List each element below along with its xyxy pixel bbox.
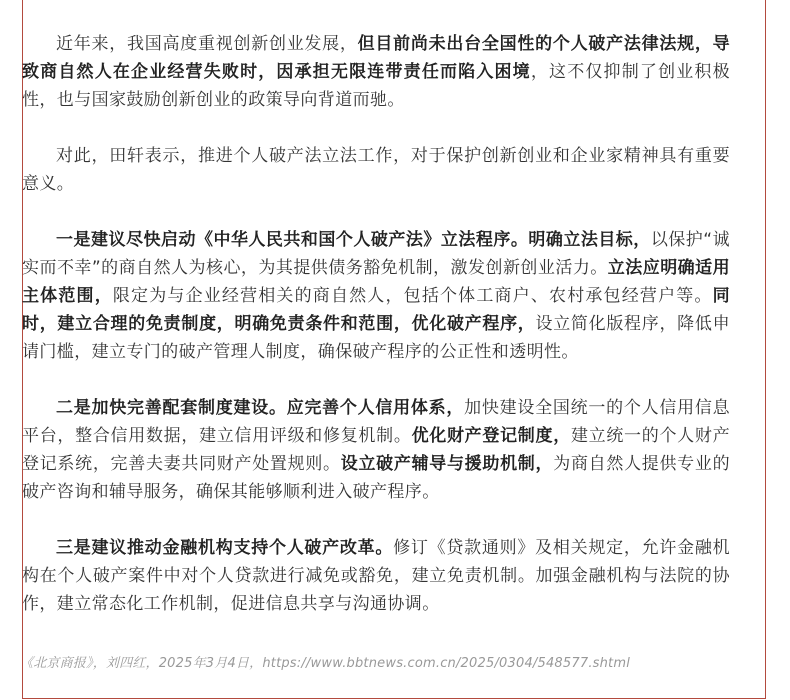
p3-bold-1: 一是建议尽快启动《中华人民共和国个人破产法》立法程序。明确立法目标， — [56, 230, 651, 250]
p4-text-3: 为商自然人提供专业的破产咨询和辅导服务，确保其能够顺利进入破产程序。 — [22, 454, 730, 502]
p4-text-1: 加快建设全国统一的个人信用信息平台，整合信用数据，建立信用评级和修复机制。 — [22, 398, 730, 446]
p3-bold-2: 立法应明确适用主体范围， — [22, 258, 730, 306]
paragraph-1 — [22, 30, 730, 114]
paragraph-4 — [22, 394, 730, 506]
source-citation: 《北京商报》，刘四红，2025年3月4日，https://www.bbtnews.com.cn/2025/0304/548577.shtml — [20, 656, 631, 671]
p1-bold: 但目前尚未出台全国性的个人破产法律法规，导致商自然人在企业经营失败时，因承担无限连带责任而陷入困境 — [22, 34, 730, 82]
p3-text-3: 设立简化版程序，降低申请门槛，建立专门的破产管理人制度，确保破产程序的公正性和透明性。 — [22, 314, 730, 362]
paragraph-3 — [22, 226, 730, 366]
paragraph-5 — [22, 534, 730, 618]
p4-bold-2: 优化财产登记制度， — [411, 426, 571, 446]
p2-text: 对此，田轩表示，推进个人破产法立法工作，对于保护创新创业和企业家精神具有重要意义。 — [22, 146, 730, 194]
p4-bold-1: 二是加快完善配套制度建设。应完善个人信用体系， — [56, 398, 465, 418]
p5-bold-1: 三是建议推动金融机构支持个人破产改革。 — [56, 538, 394, 558]
p1-text: 近年来，我国高度重视创新创业发展， — [56, 34, 358, 54]
p1-text-2: ，这不仅抑制了创业积极性，也与国家鼓励创新创业的政策导向背道而驰。 — [22, 62, 730, 110]
p4-bold-3: 设立破产辅导与援助机制， — [340, 454, 554, 474]
p5-text-1: 修订《贷款通则》及相关规定，允许金融机构在个人破产案件中对个人贷款进行减免或豁免，建立免责机制。加强金融机构与法院的协作，建立常态化工作机制，促进信息共享与沟通协调。 — [22, 538, 730, 614]
paragraph-2 — [22, 142, 730, 198]
p3-bold-3: 同时，建立合理的免责制度，明确免责条件和范围，优化破产程序， — [22, 286, 731, 334]
p3-text-1: 以保护“诚实而不幸”的商自然人为核心，为其提供债务豁免机制，激发创新创业活力。 — [22, 230, 730, 278]
p3-text-2: 限定为与企业经营相关的商自然人，包括个体工商户、农村承包经营户等。 — [112, 286, 713, 306]
article-body — [22, 30, 730, 646]
p4-text-2: 建立统一的个人财产登记系统，完善夫妻共同财产处置规则。 — [22, 426, 730, 474]
